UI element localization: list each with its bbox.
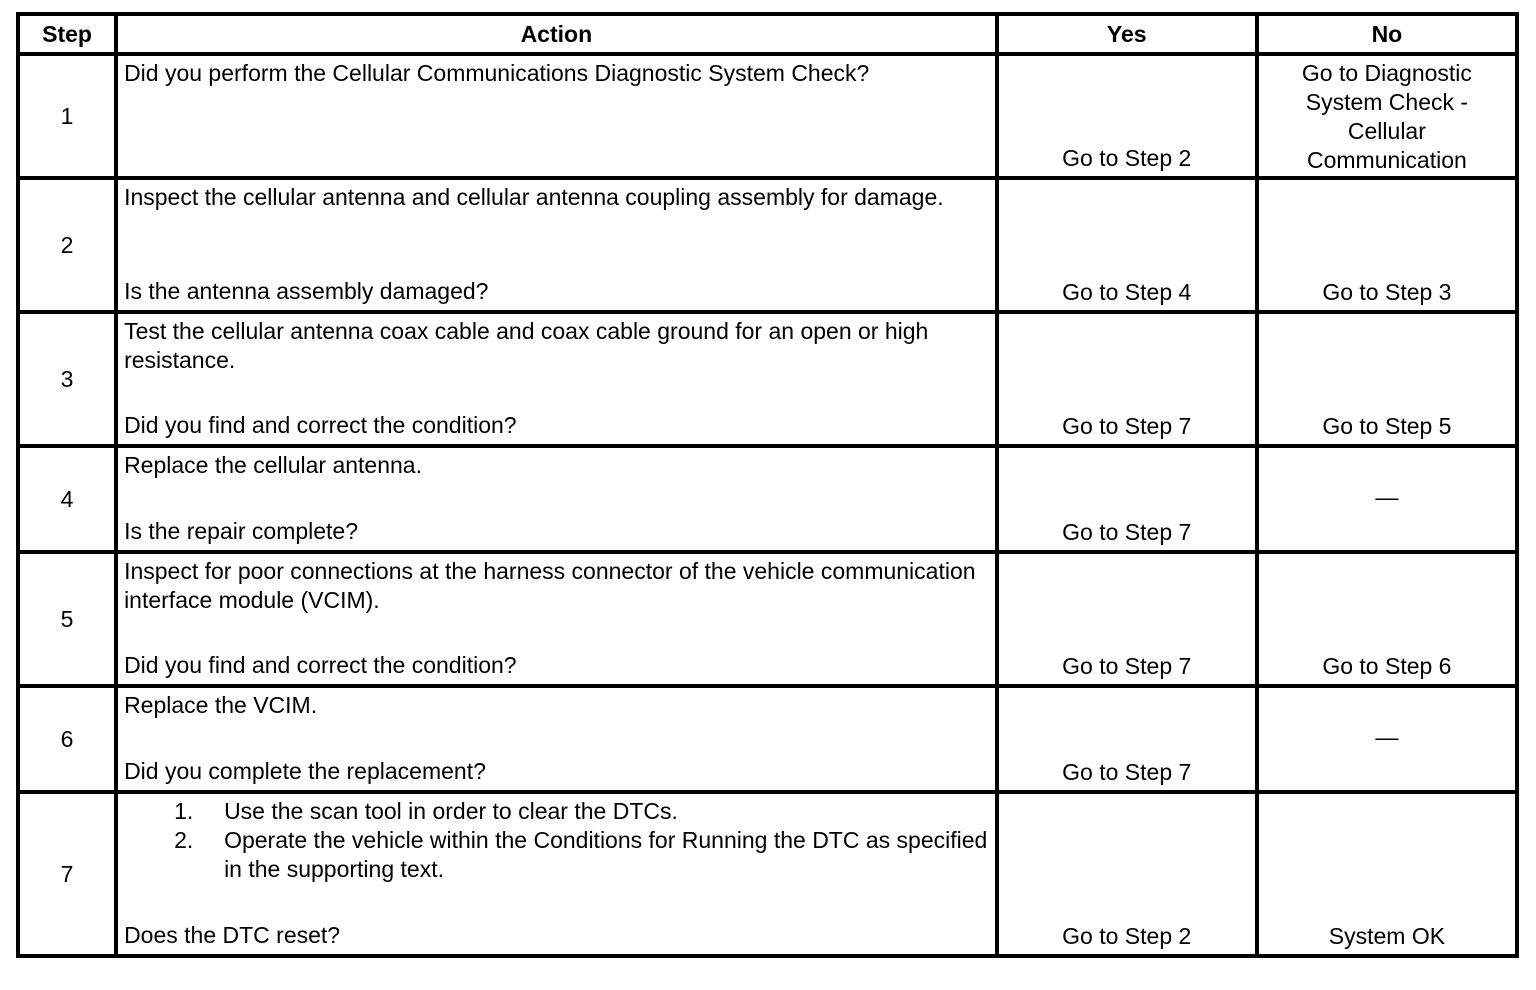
step-number: 1 (18, 54, 116, 178)
yes-cell (997, 54, 1257, 178)
list-item-text: Use the scan tool in order to clear the DTCs. (224, 798, 678, 824)
header-no: No (1257, 14, 1517, 54)
action-question: Did you complete the replacement? (124, 758, 486, 784)
yes-text: Go to Step 7 (1062, 519, 1192, 545)
action-text: Replace the cellular antenna. (124, 452, 422, 478)
yes-text: Go to Step 2 (1062, 923, 1192, 949)
action-text: Did you perform the Cellular Communications Diagnostic System Check? (124, 60, 870, 86)
action-text: Test the cellular antenna coax cable and coax cable ground for an open or high resistance. (124, 318, 929, 373)
table-row (18, 178, 1517, 312)
action-question: Does the DTC reset? (124, 922, 341, 948)
yes-text: Go to Step 2 (1062, 145, 1192, 171)
yes-text: Go to Step 7 (1062, 413, 1192, 439)
no-cell (1257, 792, 1517, 956)
no-cell (1257, 178, 1517, 312)
yes-cell (997, 686, 1257, 792)
yes-text: Go to Step 7 (1062, 653, 1192, 679)
action-cell (116, 178, 997, 312)
action-text: Inspect for poor connections at the harness connector of the vehicle communication interface module (VCIM). (124, 558, 976, 613)
list-item-number: 2. (174, 827, 194, 853)
table-row (18, 552, 1517, 686)
action-cell (116, 54, 997, 178)
list-item-number: 1. (174, 798, 194, 824)
action-question: Did you find and correct the condition? (124, 412, 517, 438)
yes-cell (997, 792, 1257, 956)
action-cell (116, 552, 997, 686)
action-numbered-list (124, 797, 989, 884)
yes-cell (997, 552, 1257, 686)
action-cell (116, 792, 997, 956)
table-row (18, 312, 1517, 446)
step-number: 6 (18, 686, 116, 792)
action-question: Did you find and correct the condition? (124, 652, 517, 678)
no-text: — (1375, 484, 1399, 510)
no-cell (1257, 552, 1517, 686)
header-step: Step (18, 14, 116, 54)
yes-text: Go to Step 7 (1062, 759, 1192, 785)
no-text: — (1375, 724, 1399, 750)
header-yes: Yes (997, 14, 1257, 54)
action-question: Is the antenna assembly damaged? (124, 278, 489, 304)
step-number: 4 (18, 446, 116, 552)
no-text: Go to Step 3 (1322, 279, 1452, 305)
no-cell (1257, 312, 1517, 446)
yes-text: Go to Step 4 (1062, 279, 1192, 305)
yes-cell (997, 446, 1257, 552)
no-cell (1257, 686, 1517, 792)
step-number: 7 (18, 792, 116, 956)
header-action: Action (116, 14, 997, 54)
action-cell (116, 312, 997, 446)
yes-cell (997, 178, 1257, 312)
table-row (18, 792, 1517, 956)
header-row (18, 14, 1517, 54)
action-cell (116, 686, 997, 792)
yes-cell (997, 312, 1257, 446)
action-text: Replace the VCIM. (124, 692, 318, 718)
no-text: Go to Step 6 (1322, 653, 1452, 679)
diagnostic-table (16, 12, 1519, 958)
action-text: Inspect the cellular antenna and cellular antenna coupling assembly for damage. (124, 184, 944, 210)
no-cell (1257, 446, 1517, 552)
no-text: System OK (1328, 923, 1446, 949)
no-cell (1257, 54, 1517, 178)
list-item (174, 826, 989, 884)
step-number: 3 (18, 312, 116, 446)
no-text: Go to Diagnostic System Check - Cellular Communication (1301, 60, 1472, 173)
table-row (18, 446, 1517, 552)
no-text: Go to Step 5 (1322, 413, 1452, 439)
action-question: Is the repair complete? (124, 518, 359, 544)
action-cell (116, 446, 997, 552)
step-number: 5 (18, 552, 116, 686)
table-row (18, 54, 1517, 178)
list-item-text: Operate the vehicle within the Conditions for Running the DTC as specified in the supporting text. (224, 827, 988, 882)
table-row (18, 686, 1517, 792)
step-number: 2 (18, 178, 116, 312)
list-item (174, 797, 989, 826)
